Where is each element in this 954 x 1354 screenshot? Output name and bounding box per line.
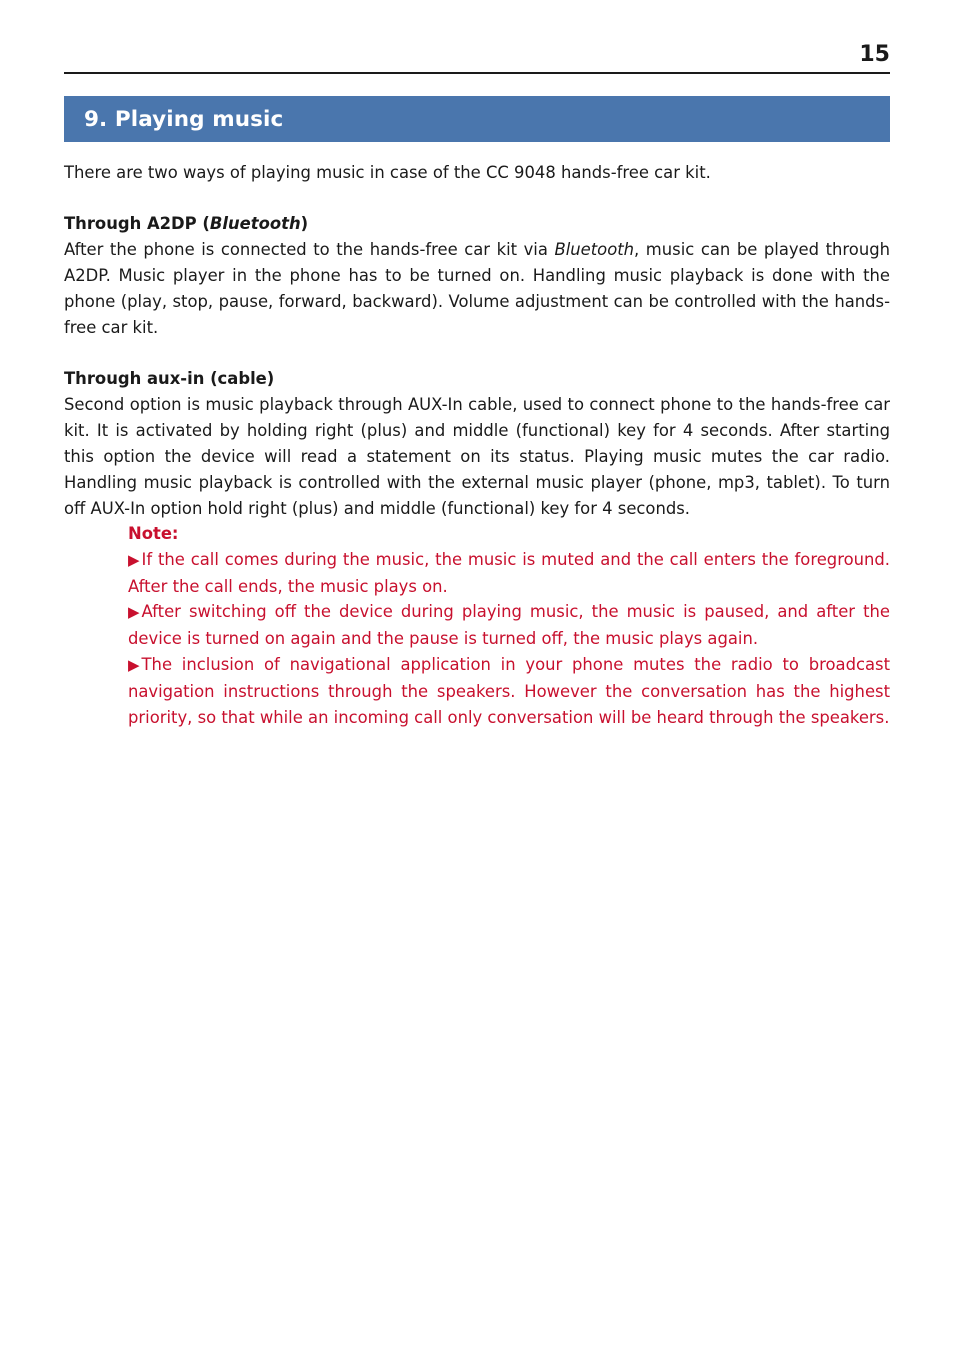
aux-heading: Through aux-in (cable)	[64, 369, 275, 388]
note-item-text: If the call comes during the music, the music is muted and the call enters the foreground. After the call ends, the music plays on.	[128, 549, 890, 596]
note-item	[128, 652, 890, 730]
note-item	[128, 599, 890, 652]
a2dp-section	[64, 211, 890, 341]
main-content	[64, 160, 890, 547]
section-title: 9. Playing music	[84, 106, 284, 132]
note-label: Note:	[128, 524, 179, 543]
section-header-bar	[64, 96, 890, 142]
note-box	[128, 521, 890, 730]
a2dp-body-part1: After the phone is connected to the hands-free car kit via	[64, 240, 555, 259]
note-item-text: After switching off the device during playing music, the music is paused, and after the device is turned on again and the pause is turned off, the music plays again.	[128, 602, 890, 649]
a2dp-heading	[64, 211, 890, 237]
page-number: 15	[859, 42, 890, 67]
note-item-text: The inclusion of navigational application in your phone mutes the radio to broadcast navigation instructions through the speakers. However the conversation has the highest priority, so that while an incoming call only conversation will be heard through the speakers.	[128, 654, 890, 727]
a2dp-body-italic: Bluetooth	[554, 240, 635, 259]
aux-body: Second option is music playback through AUX-In cable, used to connect phone to the hands-free car kit. It is activated by holding right (plus) and middle (functional) key for 4 seconds. After starting this option the device will read a statement on its status. Playing music mutes the car radio. Handling music playback is controlled with the external music player (phone, mp3, tablet). To turn off AUX-In option hold right (plus) and middle (functional) key for 4 seconds.	[64, 395, 890, 518]
a2dp-heading-suffix: )	[300, 214, 309, 233]
a2dp-heading-italic: Bluetooth	[209, 214, 301, 233]
play-triangle-icon: ▶	[128, 603, 140, 622]
a2dp-body-part2: , music can be played through A2DP. Music player in the phone has to be turned on. Handling music playback is done with the phone (play, stop, pause, forward, backward). Volume adjustment can be controlled with the hands-free car kit.	[64, 240, 891, 337]
note-item	[128, 547, 890, 600]
play-triangle-icon: ▶	[128, 655, 140, 674]
aux-section	[64, 366, 890, 522]
play-triangle-icon: ▶	[128, 550, 140, 569]
header-rule	[64, 72, 890, 74]
a2dp-heading-prefix: Through A2DP (	[64, 214, 210, 233]
a2dp-body	[64, 237, 890, 341]
intro-paragraph: There are two ways of playing music in case of the CC 9048 hands-free car kit.	[64, 163, 711, 182]
